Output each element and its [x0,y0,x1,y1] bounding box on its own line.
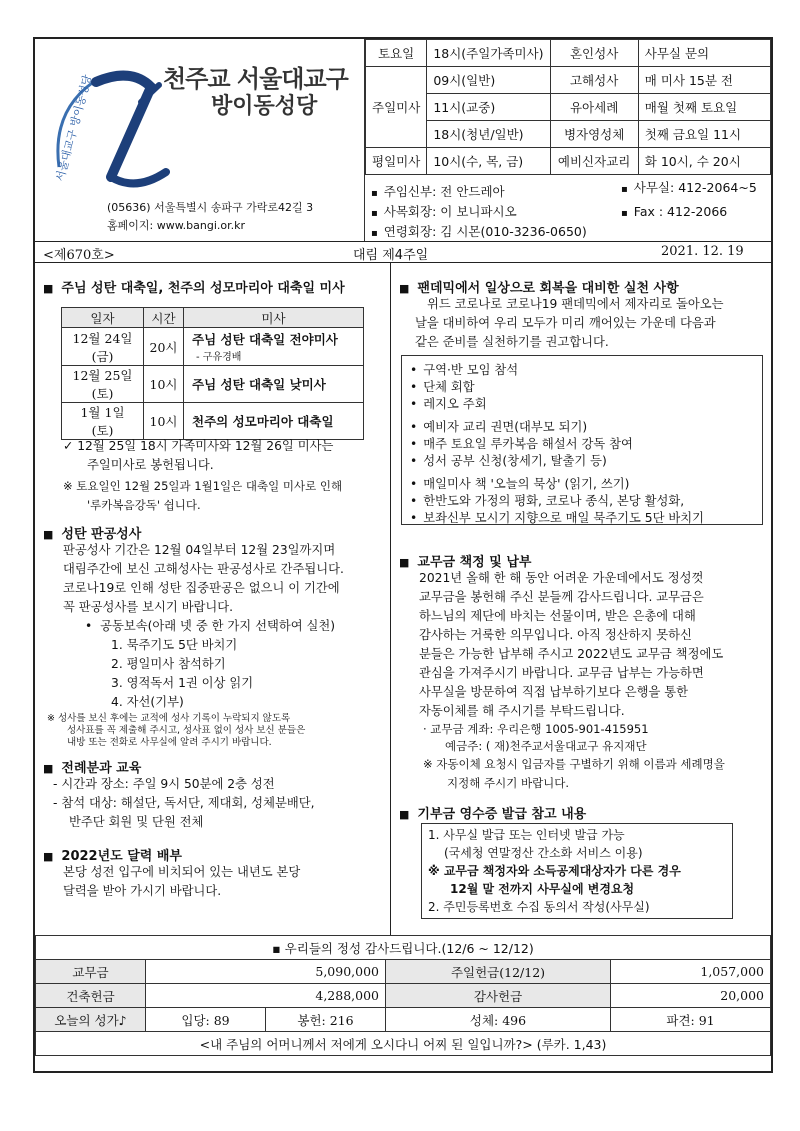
pandemic-text [415,295,724,352]
note-line: '루카복음강독' 쉽니다. [87,498,201,512]
sched-value: 첫째 금요일 11시 [638,121,770,148]
text-line: 코로나19로 인해 성탄 집중판공은 없으니 이 기간에 [63,581,340,595]
liturgy-text [53,775,315,832]
text-line: 2021년 올해 한 해 동안 어려운 가운데에서도 정성껏 [419,571,704,585]
section-title-confession: ■ 성탄 판공성사 [43,523,141,542]
sched-label: 고해성사 [550,67,638,94]
mass-date-text: 1월 1일 [80,405,125,420]
sched-label: 유아세례 [550,94,638,121]
scripture-quote: <내 주님의 어머니께서 저에게 오시다니 어찌 된 일입니까?> (루카. 1,43) [36,1032,771,1056]
mass-date [62,403,144,440]
contact-item: ▪ Fax : 412-2066 [621,203,757,223]
issue-bar [35,241,771,263]
offering-label: 건축헌금 [36,984,146,1008]
sched-value: 화 10시, 수 20시 [638,148,770,175]
logo-area [35,39,365,241]
action-group-1 [410,362,754,413]
sched-value: 18시(청년/일반) [427,121,550,148]
text-line: 하느님의 제단에 바치는 선물이며, 받은 은총에 대해 [419,609,696,623]
text-line: 대림주간에 보신 고해성사는 판공성사로 간주됩니다. [63,562,344,576]
text-line: 꼭 판공성사를 보시기 바랍니다. [63,600,234,614]
contacts-right [621,179,757,223]
text-line: 판공성사 기간은 12월 04일부터 12월 23일까지며 [63,543,336,557]
mass-date-text: 12월 25일 [72,368,133,383]
section-title-christmas-mass: ■ 주님 성탄 대축일, 천주의 성모마리아 대축일 미사 [43,277,345,296]
schedule-table [365,39,771,175]
confession-text [63,541,344,617]
text-line: - 참석 대상: 해설단, 독서단, 제대회, 성체분배단, [53,796,315,810]
note-line: ※ 자동이체 요청시 입금자를 구별하기 위해 이름과 세례명을 [423,757,725,771]
sched-label: 평일미사 [366,148,427,175]
logo-title: 천주교 서울대교구 [163,65,348,93]
header [35,39,771,241]
sched-value: 11시(교중) [427,94,550,121]
sched-value: 매월 첫째 토요일 [638,94,770,121]
penance-item: 2. 평일미사 참석하기 [111,657,226,671]
action-item: • 성서 공부 신청(창세기, 탈출기 등) [410,453,754,470]
mass-date-text: 12월 24일 [72,330,133,346]
mass-title-text: 주님 성탄 대축일 전야미사 [192,332,338,347]
text-line: 자동이체를 해 주시기를 부탁드립니다. [419,704,625,718]
mass-title: 천주의 성모마리아 대축일 [184,403,364,440]
calendar-text [63,863,300,901]
mass-day-text: (토) [91,386,114,401]
sched-label: 주일미사 [366,67,427,148]
liturgical-week: 대림 제4주일 [353,248,429,263]
sched-value: 사무실 문의 [638,40,770,67]
note-line: ✓ 12월 25일 18시 가족미사와 12월 26일 미사는 [63,439,334,453]
receipt-item: 1. 사무실 발급 또는 인터넷 발급 가능 [428,828,625,842]
action-item: • 예비자 교리 권면(대부모 되기) [410,419,754,436]
sched-value: 18시(주일가족미사) [427,40,550,67]
mass-day-text: (토) [91,423,114,438]
parish-logo-icon [41,47,181,197]
hymn-entrance: 입당: 89 [146,1008,266,1032]
mass-note-1 [63,437,333,475]
church-dues-text [419,569,723,721]
action-item: • 매주 토요일 루카복음 해설서 강독 참여 [410,436,754,453]
account-holder: 예금주: ( 재)천주교서울대교구 유지재단 [445,739,647,753]
penance-item: 1. 묵주기도 5단 바치기 [111,638,238,652]
sched-label: 병자영성체 [550,121,638,148]
action-item-continued [410,510,754,527]
hymn-label: 오늘의 성가♪ [36,1008,146,1032]
penance-heading: 공동보속(아래 넷 중 한 가지 선택하여 실천) [100,619,336,633]
receipt-item: (국세청 연말정산 간소화 서비스 이용) [444,846,643,860]
action-item: • 매일미사 책 '오늘의 묵상' (읽기, 쓰기) [410,476,754,493]
mass-title [184,328,364,366]
offering-label: 주일헌금(12/12) [386,960,611,984]
bank-account [423,721,649,755]
issue-date: 2021. 12. 19 [661,244,744,259]
text-line: ※ 성사를 보신 후에는 교적에 성사 기록이 누락되지 않도록 [47,713,291,724]
text-line: 같은 준비를 실천하기를 권고합니다. [415,335,609,349]
contact-item: ▪ 사무실: 412-2064~5 [621,179,757,199]
confession-small-note [47,713,305,749]
offering-value: 1,057,000 [611,960,771,984]
penance-bullet [85,617,335,636]
mass-time: 10시 [144,366,184,403]
text-line: 본당 성전 입구에 비치되어 있는 내년도 본당 [63,865,301,879]
mass-header: 일자 [62,308,144,328]
contacts-left [371,183,587,243]
offering-value: 4,288,000 [146,984,386,1008]
action-item: • 단체 회합 [410,379,754,396]
bulletin-page [33,37,773,1073]
hymn-offertory: 봉헌: 216 [266,1008,386,1032]
mass-time: 20시 [144,328,184,366]
account-line: · 교무금 계좌: 우리은행 1005-901-415951 [423,722,649,736]
pandemic-actions-box [401,355,763,525]
text-line: 위드 코로나로 코로나19 팬데믹에서 제자리로 돌아오는 [427,297,724,311]
text-line: 교무금을 봉헌해 주신 분들께 감사드립니다. 교무금은 [419,590,704,604]
mass-date [62,366,144,403]
offering-table [35,935,771,1056]
offering-label: 감사헌금 [386,984,611,1008]
section-title-pandemic: ■ 팬데믹에서 일상으로 회복을 대비한 실천 사항 [399,277,679,296]
text-line: 날을 대비하여 우리 모두가 미리 깨어있는 가운데 다음과 [415,316,716,330]
hymn-communion: 성체: 496 [386,1008,611,1032]
hymn-recessional: 파견: 91 [611,1008,771,1032]
mass-time: 10시 [144,403,184,440]
address: (05636) 서울특별시 송파구 가락로42길 3 [107,201,314,214]
receipt-emphasis: ※ 교무금 책정자와 소득공제대상자가 다른 경우 [428,864,681,878]
sched-label: 예비신자교리 [550,148,638,175]
text-line: 성사표를 꼭 제출해 주시고, 성사표 없이 성사 보신 분들은 [67,725,306,736]
text-line: 달력을 받아 가시기 바랍니다. [63,884,222,898]
mass-header: 시간 [144,308,184,328]
contact-item: ▪ 사목회장: 이 보니파시오 [371,203,587,223]
offering-value: 5,090,000 [146,960,386,984]
offering-label: 교무금 [36,960,146,984]
mass-day-text: (금) [91,348,114,364]
action-item-text: 보좌신부 모시기 지향으로 매일 묵주기도 5단 바치기 [423,511,704,525]
donation-receipt-box [421,823,733,919]
sched-value: 09시(일반) [427,67,550,94]
logo-subtitle: 방이동성당 [211,94,318,119]
sched-value: 10시(수, 목, 금) [427,148,550,175]
note-line: ※ 토요일인 12월 25일과 1월1일은 대축일 미사로 인해 [63,479,343,493]
homepage: 홈페이지: www.bangi.or.kr [107,219,246,232]
receipt-emphasis: 12월 말 전까지 사무실에 변경요청 [450,882,635,896]
mass-date [62,328,144,366]
action-group-2 [410,419,754,470]
text-line: - 시간과 장소: 주일 9시 50분에 2층 성전 [53,777,275,791]
penance-item: 4. 자선(기부) [111,695,184,709]
penance-list [85,617,335,712]
section-title-liturgy-education: ■ 전례분과 교육 [43,757,141,776]
bullet-icon: • [85,619,101,633]
penance-item: 3. 영적독서 1권 이상 읽기 [111,676,254,690]
logo-arc-text: 서울대교구 방이동성당 [53,73,95,183]
address-block [107,199,313,235]
mass-table [61,307,364,440]
text-line: 사무실을 방문하여 직접 납부하기보다 은행을 통한 [419,685,688,699]
sched-label: 혼인성사 [550,40,638,67]
sched-value: 매 미사 15분 전 [638,67,770,94]
contact-item: ▪ 연령회장: 김 시몬(010-3236-0650) [371,223,587,243]
thanks-heading: ▪ 우리들의 정성 감사드립니다.(12/6 ~ 12/12) [36,936,771,960]
receipt-item: 2. 주민등록번호 수집 동의서 작성(사무실) [428,900,650,914]
transfer-note [423,755,725,793]
contacts [365,177,771,241]
action-item: • 한반도와 가정의 평화, 코로나 종식, 본당 활성화, [410,493,754,510]
mass-title: 주님 성탄 대축일 낮미사 [184,366,364,403]
section-title-church-dues: ■ 교무금 책정 및 납부 [399,551,531,570]
text-line: 내방 또는 전화로 사무실에 알려 주시기 바랍니다. [67,737,272,748]
mass-note: - 구유경배 [196,352,242,363]
issue-number: <제670호> [43,248,115,263]
text-line: 관심을 가져주시기 바랍니다. 교무금 납부는 가능하면 [419,666,704,680]
contact-item: ▪ 주임신부: 전 안드레아 [371,183,587,203]
note-line: 주일미사로 봉헌됩니다. [87,458,214,472]
mass-note-2 [63,477,342,515]
offering-value: 20,000 [611,984,771,1008]
note-line: 지정해 주시기 바랍니다. [447,776,570,790]
section-title-donation-receipt: ■ 기부금 영수증 발급 참고 내용 [399,803,586,822]
text-line: 반주단 회원 및 단원 전체 [69,815,204,829]
sched-label: 토요일 [366,40,427,67]
text-line: 감사하는 거룩한 의무입니다. 아직 정산하지 못하신 [419,628,692,642]
action-item: • 레지오 주회 [410,396,754,413]
section-title-calendar: ■ 2022년도 달력 배부 [43,845,182,864]
text-line: 분들은 가능한 납부해 주시고 2022년도 교무금 책정에도 [419,647,724,661]
mass-header: 미사 [184,308,364,328]
action-group-3 [410,476,754,527]
action-item: • 구역·반 모임 참석 [410,362,754,379]
